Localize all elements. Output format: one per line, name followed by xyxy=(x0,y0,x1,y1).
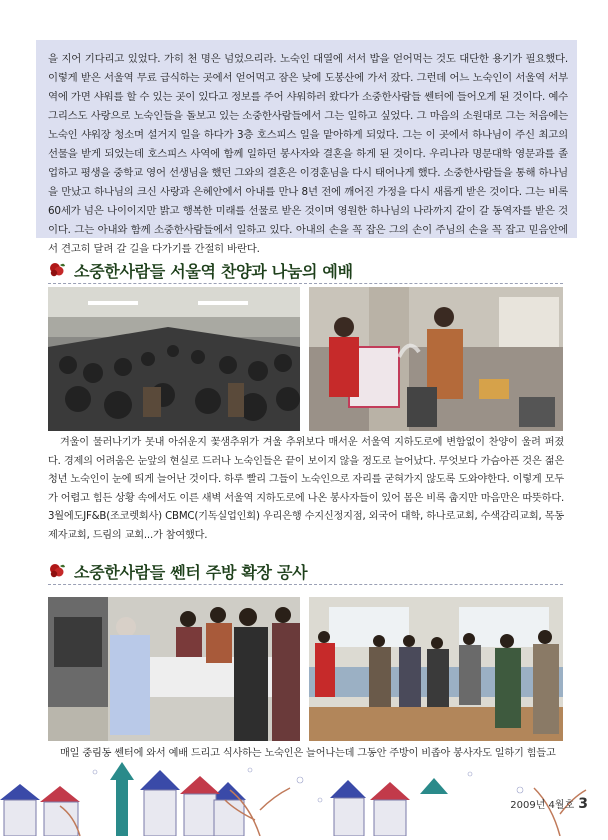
section1-title-rule xyxy=(48,283,563,284)
page-number: 3 xyxy=(578,796,588,812)
photo-crowd-underpass xyxy=(48,287,300,431)
photo-kitchen-construction xyxy=(309,597,563,741)
footer-date: 2009년 4월호 xyxy=(510,800,575,811)
section1-title: 소중한사람들 서울역 찬양과 나눔의 예배 xyxy=(74,261,353,281)
section2-title-rule xyxy=(48,584,563,585)
red-flower-ornament-icon xyxy=(48,562,66,580)
footer-page-info xyxy=(510,796,588,812)
intro-paragraph: 을 지어 기다리고 있었다. 가히 천 명은 넘었으리라. 노숙인 대열에 서서 밥을 얻어먹는 것도 대단한 용기가 필요했다. 이렇게 받은 서울역 무료 급식하는 곳에서 얻어먹고 잠은 낮에 도봉산에 가서 잤다. 그런데 어느 노숙인이 서울역 서부역에 가면 샤워를 할 수 있는 곳이 있다고 정보를 주어 샤워하러 왔다가 소중한사람들 쎈터에 들어오게 된 것이다. 예수 그리스도 사랑으로 노숙인들을 돌보고 있는 소중한사람들에서 그는 일하고 싶었다. 그 마음의 소원대로 그는 처음에는 노숙인 샤워장 청소며 설거지 일을 하다가 3층 호스피스 일을 맡아하게 되었다. 그는 이 곳에서 하나님이 주신 최고의 선물을 받게 되었는데 호스피스 사역에 함께 일하던 봉사자와 결혼을 하게 된 것이다. 우리나라 명문대학 영문과를 졸업하고 평생을 중학교 영어 선생님을 했던 그와의 결혼은 이경훈님을 다시 태어나게 했다. 소중한사람들을 통해 하나님을 만났고 하나님의 크신 사랑과 은혜안에서 아내를 만나 8년 전에 깨어진 가정을 다시 새롭게 받은 것이다. 그는 비록 60세가 넘은 나이이지만 밝고 행복한 미래를 선물로 받은 것이며 영원한 하나님의 나라까지 같이 갈 동역자를 받은 것이다. 그는 아내와 함께 소중한사람들에서 일하고 있다. 아내의 손을 꼭 잡은 그의 손이 주님의 손을 꼭 잡고 믿음안에서 견고히 달려 갈 길을 다가기를 간절히 바란다. xyxy=(48,53,568,255)
section1-paragraph: 겨울이 물러나기가 못내 아쉬운지 꽃샘추위가 겨울 추위보다 매서운 서울역 지하도로에 변함없이 찬양이 울려 퍼졌다. 경제의 어려움은 눈앞의 현실로 드러나 노숙인들은 끝이 보이지 않을 정도로 늘어났다. 무엇보다 가슴아픈 것은 젊은 청년 노숙인이 눈에 띄게 늘어난 것이다. 하루 빨리 그들이 노숙인으로 자리를 굳혀가지 않도록 도와야한다. 이렇게 모두가 어렵고 힘든 상황 속에서도 이른 새벽 서울역 지하도로에 나온 봉사자들이 있어 몸은 비록 춥지만 마음만은 따뜻하다. 3월에도JF&B(조코렛회사) CBMC(기독실업인회) 우리은행 수지신정지점, 외국어 대학, 하나로교회, 수색감리교회, 목동제자교회, 드림의 교회...가 참여했다. xyxy=(48,437,564,541)
red-flower-ornament-icon xyxy=(48,261,66,279)
photo-kitchen-servers xyxy=(48,597,300,741)
section2-paragraph: 매일 중림동 쎈터에 와서 예배 드리고 식사하는 노숙인은 늘어나는데 그동안 주방이 비좁아 봉사자도 일하기 힘들고 xyxy=(60,748,556,759)
section1-heading xyxy=(48,259,353,281)
section2-title: 소중한사람들 쎈터 주방 확장 공사 xyxy=(74,562,308,582)
section2-heading xyxy=(48,560,307,582)
photo-food-serving xyxy=(309,287,563,431)
